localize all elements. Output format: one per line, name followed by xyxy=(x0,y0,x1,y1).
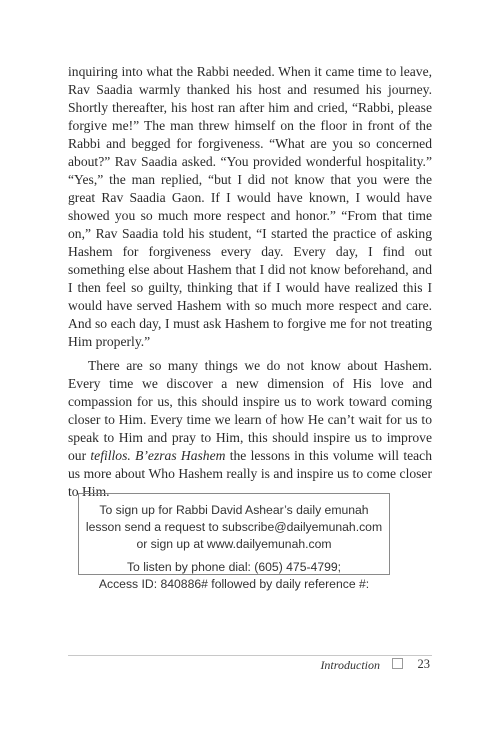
paragraph-1: inquiring into what the Rabbi needed. When it came time to leave, Rav Saadia warmly thanked his host and resumed his journey. Shortly thereafter, his host ran after him and cried, “Rabbi, please forgive me!” The man threw himself on the floor in front of the Rabbi and begged for forgiveness. “What are you so concerned about?” Rav Saadia asked. “You provided wonderful hospitality.” “Yes,” the man replied, “but I did not know that you were the great Rav Saadia Gaon. If I would have known, I would have showed you so much more respect and honor.” “From that time on,” Rav Saadia told his student, “I started the practice of asking Hashem for forgiveness every day. Every day, I find out something else about Hashem that I did not know beforehand, and I then feel so guilty, thinking that if I would have realized this I would have served Hashem with so much more respect and care. And so each day, I must ask Hashem to forgive me for not treating Him properly.” xyxy=(68,64,432,349)
paragraph-2-text-end: the lessons in this volume will teach us more about Who Hashem really is and inspire us to come closer to Him. xyxy=(68,448,433,499)
page-footer xyxy=(68,655,432,677)
section-name: Introduction xyxy=(320,658,380,672)
signup-line-3: or sign up at www.dailyemunah.com xyxy=(136,537,332,551)
signup-line-2: lesson send a request to subscribe@dailyemunah.com xyxy=(85,520,383,534)
signup-email-group xyxy=(79,502,389,553)
access-id-line: Access ID: 840886# followed by daily reference #: xyxy=(98,577,370,591)
signup-info-box xyxy=(78,493,390,591)
italic-term-bezras-hashem: B’ezras Hashem xyxy=(135,448,226,463)
page-number: 23 xyxy=(417,657,430,671)
italic-term-tefillos: tefillos. xyxy=(90,448,131,463)
signup-phone-group xyxy=(79,559,389,593)
paragraph-2-text-start: There are so many things we do not know about Hashem. Every time we discover a new dimension of His love and compassion for us, this should inspire us to work toward coming closer to Him. Every time we learn of how He can’t wait for us to speak to Him and pray to Him, this should inspire us to improve our xyxy=(68,358,432,463)
paragraph-2 xyxy=(68,357,432,501)
square-icon xyxy=(392,658,403,669)
signup-line-1: To sign up for Rabbi David Ashear’s daily emunah xyxy=(99,503,369,517)
phone-line: To listen by phone dial: (605) 475-4799; xyxy=(126,560,342,574)
body-text xyxy=(68,63,432,501)
